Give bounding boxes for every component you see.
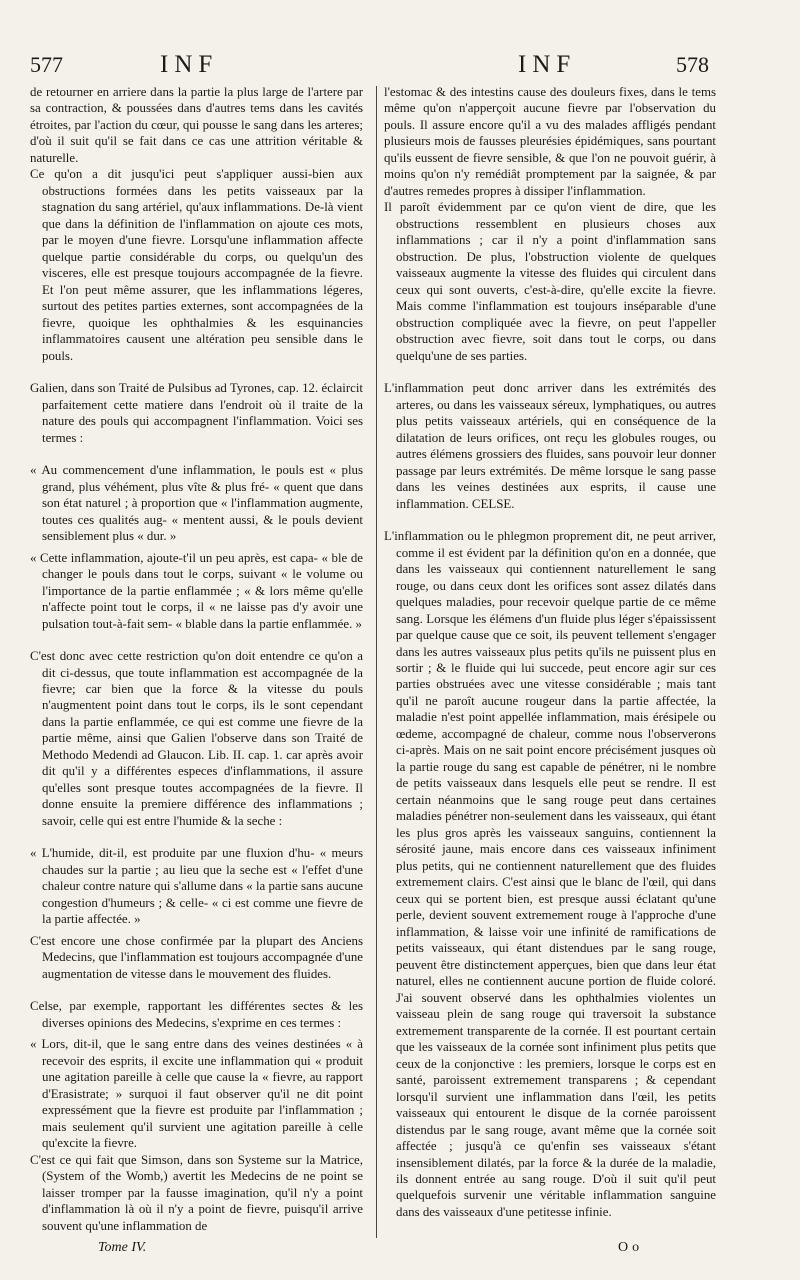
right-page-number: 578	[676, 52, 709, 77]
left-column-paragraph: « Lors, dit-il, que le sang entre dans des veines destinées « à recevoir des esprits, il excite une inflammation qui « produit une agitation pareille à celle que cause la « fievre, au rapport d'Erasistrate; » surquoi il faut observer qu'il ne dit point expressément que la fievre est produite par l'inflammation ; mais seulement qu'il survient une agitation pareille à celle qu'excite la fievre.	[30, 1037, 363, 1151]
volume-label: Tome IV.	[98, 1240, 147, 1255]
left-column-paragraph: « Cette inflammation, ajoute-t'il un peu après, est capa- « ble de changer le pouls dans tout le corps, suivant « le volume ou l'importance de la partie enflammée ; « & lors même qu'elle n'affecte point tout le corps, il « ne laisse pas d'y avoir une pulsation tout-à-fait sem- « blable dans la partie enflammée. »	[30, 550, 363, 631]
right-column-paragraph: l'estomac & des intestins cause des douleurs fixes, dans le tems même qu'on n'apperçoit aucune fievre par l'observation du pouls. Il assure encore qu'il a vu des malades affligés pendant plusieurs mois de fausses pleurésies épidémiques, sans pourtant qu'ils eussent de fievre sensible, & que l'on ne pouvoit guérir, à moins qu'on n'y remédiât promptement par la saignée, & par d'autres remedes propres à dissiper l'inflammation.	[384, 85, 716, 198]
left-column-paragraph: C'est donc avec cette restriction qu'on doit entendre ce qu'on a dit ci-dessus, que toute inflammation est accompagnée de la fievre; car bien que la force & la vitesse du pouls n'augmentent point dans tout le corps, ils le sont cependant dans la partie enflammée, ce qui est comme une fievre de la partie même, ainsi que Galien l'observe dans son Traité de Methodo Medendi ad Glaucon. Lib. II. cap. 1. car après avoir dit qu'il y a différentes especes d'inflammations, il assure qu'elles sont presque toutes accompagnées de la fievre. Il donne ensuite la premiere différence des inflammations ; savoir, celle qui est entre l'humide & la seche :	[30, 649, 363, 828]
left-column-paragraph: « L'humide, dit-il, est produite par une fluxion d'hu- « meurs chaudes sur la partie ; au lieu que la seche est « l'effet d'une chaleur contre nature qui s'allume dans « la partie sans aucune congestion d'humeurs ; & celle- « ci est comme une fievre de la partie affectée. »	[30, 846, 363, 927]
left-column-paragraph: Galien, dans son Traité de Pulsibus ad Tyrones, cap. 12. éclaircit parfaitement cette matiere dans l'endroit où il traite de la nature des pouls qui accompagnent l'inflammation. Voici ses termes :	[30, 381, 363, 445]
right-column-paragraph: L'inflammation ou le phlegmon proprement dit, ne peut arriver, comme il est évident par la définition qu'on en a donnée, que dans les vaisseaux qui contiennent naturellement le sang rouge, ou dans ceux dont les orifices sont assez dilatés dans quelques maladies, pour recevoir quelque partie de ce même sang. Lorsque les élémens d'un fluide plus léger s'épaississent par quelque cause que ce soit, ils peuvent tellement s'engager dans les autres vaisseaux plus petits qu'ils ne puissent plus en sortir ; & le fluide qui lui succede, peut encore agir sur ces parties obstruées avec une vitesse considérable ; mais tant qu'il ne paroît aucune rougeur dans la partie affectée, la maladie n'est point appellée inflammation, mais érésipele ou œdeme, accompagné de chaleur, comme nous l'observerons ci-après. Mais on ne sait point encore précisément jusques où la partie rouge du sang est capable de pénétrer, ni le nombre de petits vaisseaux dans lesquels elle peut se rendre. Il est certain néanmoins que le sang rouge peut dans certaines maladies pénétrer non-seulement dans les vaisseaux, qui étant les plus gros après les vaisseaux sanguins, contiennent la sérosité jaune, mais encore dans ces vaisseaux infiniment plus petits, qui ne contiennent naturellement que des fluides extremement clairs. C'est ainsi que le blanc de l'œil, qui dans ceux qui se portent bien, est presque aussi éclatant qu'une perle, devient souvent extremement rouge à l'approche d'une inflammation, & laisse voir une infinité de ramifications de petits vaisseaux, qui étant distendues par le sang rouge, peuvent être distinctement apperçues, bien que dans leur état naturel, elles ne contiennent aucune portion de fluide coloré. J'ai souvent observé dans les ophthalmies violentes un vaisseau plein de sang rouge qui traversoit la substance extremement transparente de la cornée. Il est pourtant certain que les vaisseaux de la cornée sont infiniment plus petits que ceux de la conjonctive : les premiers, lorsque le corps est en santé, paroissent extremement transparens ; & cependant lorsqu'il survient une inflammation dans l'œil, les petits vaisseaux qui entourent le disque de la cornée paroissent distendus par le sang rouge, avant même que la cornée soit affectée ; jusqu'à ce qu'enfin ses vaisseaux s'étant insensiblement dilatés, par la force & la durée de la maladie, ils donnent entrée au sang rouge. D'où il suit qu'il peut quelquefois survenir une véritable inflammation sanguine dans des vaisseaux d'une petitesse infinie.	[384, 529, 716, 1219]
left-running-head: INF	[160, 51, 219, 78]
left-column	[30, 84, 363, 1234]
left-column-paragraph: Celse, par exemple, rapportant les différentes sectes & les diverses opinions des Medecins, s'exprime en ces termes :	[30, 999, 363, 1030]
signature-mark: Oo	[618, 1240, 644, 1255]
left-column-paragraph: Ce qu'on a dit jusqu'ici peut s'appliquer aussi-bien aux obstructions formées dans les petits vaisseaux par la stagnation du sang artériel, qu'aux inflammations. De-là vient que dans la définition de l'inflammation on ajoute ces mots, par le moyen d'une fievre. Lorsqu'une inflammation affecte quelque partie considérable du corps, ou quelqu'un des visceres, elle est presque toujours accompagnée de la fievre. Et l'on peut même assurer, que les inflammations légeres, surtout des petites parties externes, sont accompagnées de la fievre, quoique les ophthalmies & les esquinancies inflammatoires causent une altération peu sensible dans le pouls.	[30, 167, 363, 363]
right-column-paragraph: L'inflammation peut donc arriver dans les extrémités des arteres, ou dans les vaisseaux séreux, lymphatiques, ou autres plus petits vaisseaux artériels, qui en conséquence de la dilatation de leurs orifices, ont reçu les globules rouges, ou autres élémens grossiers des fluides, sans pouvoir leur donner passage par leurs extrémités. De même lorsque le sang passe dans les veines destinées aux esprits, il cause une inflammation. CELSE.	[384, 381, 716, 511]
right-running-head: INF	[518, 51, 577, 78]
right-column-paragraph: Il paroît évidemment par ce qu'on vient de dire, que les obstructions ressemblent en plusieurs choses aux inflammations ; car il n'y a point d'inflammation sans obstruction. De plus, l'obstruction violente de quelques vaisseaux augmente la vitesse des fluides qui circulent dans ceux qui sont ouverts, c'est-à-dire, qu'elle excite la fievre. Mais comme l'inflammation est toujours inséparable d'une obstruction compliquée avec la fievre, on peut l'appeller obstruction avec fievre, soit dans tout le corps, ou dans quelqu'une de ses parties.	[384, 200, 716, 363]
left-column-paragraph: C'est ce qui fait que Simson, dans son Systeme sur la Matrice, (System of the Womb,) avertit les Medecins de ne point se laisser tromper par la fausse imagination, qu'il n'y a point d'inflammation là où il n'y a point de fievre, puisqu'il arrive souvent qu'une inflammation de	[30, 1152, 363, 1233]
left-column-paragraph: « Au commencement d'une inflammation, le pouls est « plus grand, plus véhément, plus vîte & plus fré- « quent que dans son état naturel ; à proportion que « l'inflammation augmente, toutes ces qualités aug- « mentent aussi, & le pouls devient sensiblement plus « dur. »	[30, 463, 363, 544]
left-column-paragraph: C'est encore une chose confirmée par la plupart des Anciens Medecins, que l'inflammation est toujours accompagnée d'une augmentation de vitesse dans le mouvement des fluides.	[30, 933, 363, 981]
left-page-number: 577	[30, 52, 63, 77]
column-divider	[376, 86, 377, 1238]
right-column	[384, 84, 716, 1220]
left-column-paragraph: de retourner en arriere dans la partie la plus large de l'artere par sa contraction, & poussées dans d'autres tems dans les cavités étroites, par l'action du cœur, qui pousse le sang dans les arteres; d'où il suit qu'il se fait dans ce cas une attrition véritable & naturelle.	[30, 85, 363, 165]
